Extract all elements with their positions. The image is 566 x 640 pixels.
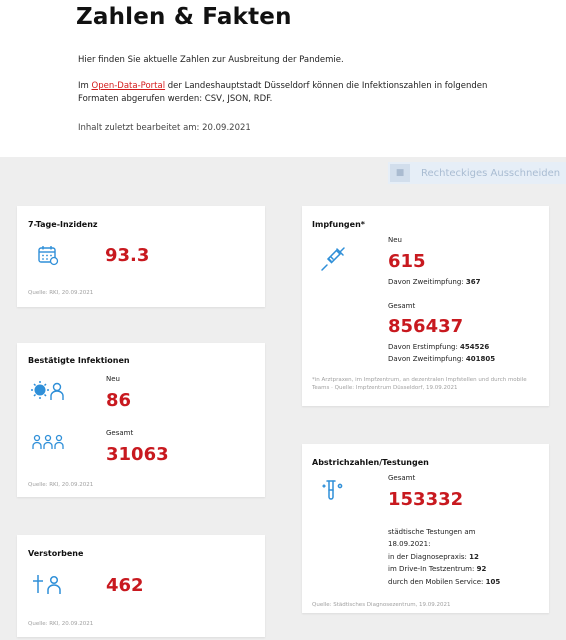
incidence-title: 7-Tage-Inzidenz: [28, 220, 98, 229]
testing-card: [302, 444, 549, 613]
vaccinations-new-second-label: Davon Zweitimpfung:: [388, 278, 464, 286]
open-data-portal-link[interactable]: Open-Data-Portal: [91, 81, 166, 91]
rectangle-snip-icon[interactable]: ■: [390, 164, 410, 182]
testing-drive: [388, 565, 486, 573]
test-tube-icon: [320, 478, 346, 504]
infections-title: Bestätigte Infektionen: [28, 356, 130, 365]
vaccinations-total-label: Gesamt: [388, 302, 416, 310]
calendar-icon: [37, 244, 59, 266]
vaccinations-footnote: *in Arztpraxen, im Impfzentrum, an dezentralen Impfstellen und durch mobile Teams · Quelle: Impfzentrum Düsseldorf, 19.09.2021: [312, 377, 527, 391]
infections-source: Quelle: RKI, 20.09.2021: [28, 482, 94, 488]
vaccinations-total-value: 856437: [388, 316, 464, 337]
infections-total-value: 31063: [106, 444, 169, 465]
open-data-prefix: Im: [78, 81, 89, 91]
intro-text: Hier finden Sie aktuelle Zahlen zur Ausbreitung der Pandemie.: [78, 55, 344, 65]
incidence-card: [17, 206, 265, 307]
deaths-source: Quelle: RKI, 20.09.2021: [28, 621, 94, 627]
testing-source: Quelle: Städtisches Diagnosezentrum, 19.09.2021: [312, 602, 451, 608]
vaccinations-first-value: 454526: [460, 343, 490, 351]
people-group-icon: [30, 433, 66, 453]
testing-mobile-label: durch den Mobilen Service:: [388, 578, 484, 586]
testing-title: Abstrichzahlen/Testungen: [312, 458, 429, 467]
testing-praxis: [388, 553, 479, 561]
open-data-paragraph: [78, 80, 508, 106]
header-section: [0, 0, 566, 157]
snipping-toolbar[interactable]: [388, 162, 566, 184]
snip-mode-label: Rechteckiges Ausschneiden: [421, 167, 561, 179]
open-data-text: der Landeshauptstadt Düsseldorf können die Infektionszahlen in folgenden Formaten abgerufen werden: CSV, JSON, RDF.: [78, 81, 488, 104]
virus-person-icon: [30, 378, 66, 402]
infections-new-label: Neu: [106, 375, 120, 383]
infections-new-value: 86: [106, 390, 132, 411]
vaccinations-new-value: 615: [388, 251, 426, 272]
infections-card: [17, 343, 265, 497]
testing-total-value: 153332: [388, 489, 464, 510]
deaths-title: Verstorbene: [28, 549, 84, 558]
vaccinations-new-second-value: 367: [465, 278, 481, 286]
infections-total-label: Gesamt: [106, 429, 134, 437]
vaccinations-first-label: Davon Erstimpfung:: [388, 343, 458, 351]
vaccinations-second-value: 401805: [465, 355, 496, 363]
testing-total-label: Gesamt: [388, 474, 416, 482]
vaccinations-second-label: Davon Zweitimpfung:: [388, 355, 464, 363]
testing-desc-line1: städtische Testungen am: [388, 528, 476, 536]
vaccinations-second: [388, 355, 495, 363]
page-title: Zahlen & Fakten: [76, 4, 292, 30]
testing-praxis-value: 12: [469, 553, 479, 561]
vaccinations-first: [388, 343, 489, 351]
testing-drive-label: im Drive-In Testzentrum:: [388, 565, 475, 573]
vaccinations-title: Impfungen*: [312, 220, 365, 229]
vaccinations-card: [302, 206, 549, 406]
testing-desc-line2: 18.09.2021:: [388, 540, 431, 548]
last-edited-text: Inhalt zuletzt bearbeitet am: 20.09.2021: [78, 123, 251, 133]
incidence-value: 93.3: [105, 245, 150, 266]
deaths-card: [17, 535, 265, 637]
incidence-source: Quelle: RKI, 20.09.2021: [28, 290, 94, 296]
cross-person-icon: [30, 573, 66, 597]
vaccinations-new-second: [388, 278, 481, 286]
vaccinations-new-label: Neu: [388, 236, 402, 244]
deaths-value: 462: [106, 575, 144, 596]
testing-mobile-value: 105: [485, 578, 501, 586]
testing-drive-value: 92: [476, 565, 487, 573]
testing-praxis-label: in der Diagnosepraxis:: [388, 553, 467, 561]
testing-mobile: [388, 578, 500, 586]
syringe-icon: [320, 246, 346, 272]
